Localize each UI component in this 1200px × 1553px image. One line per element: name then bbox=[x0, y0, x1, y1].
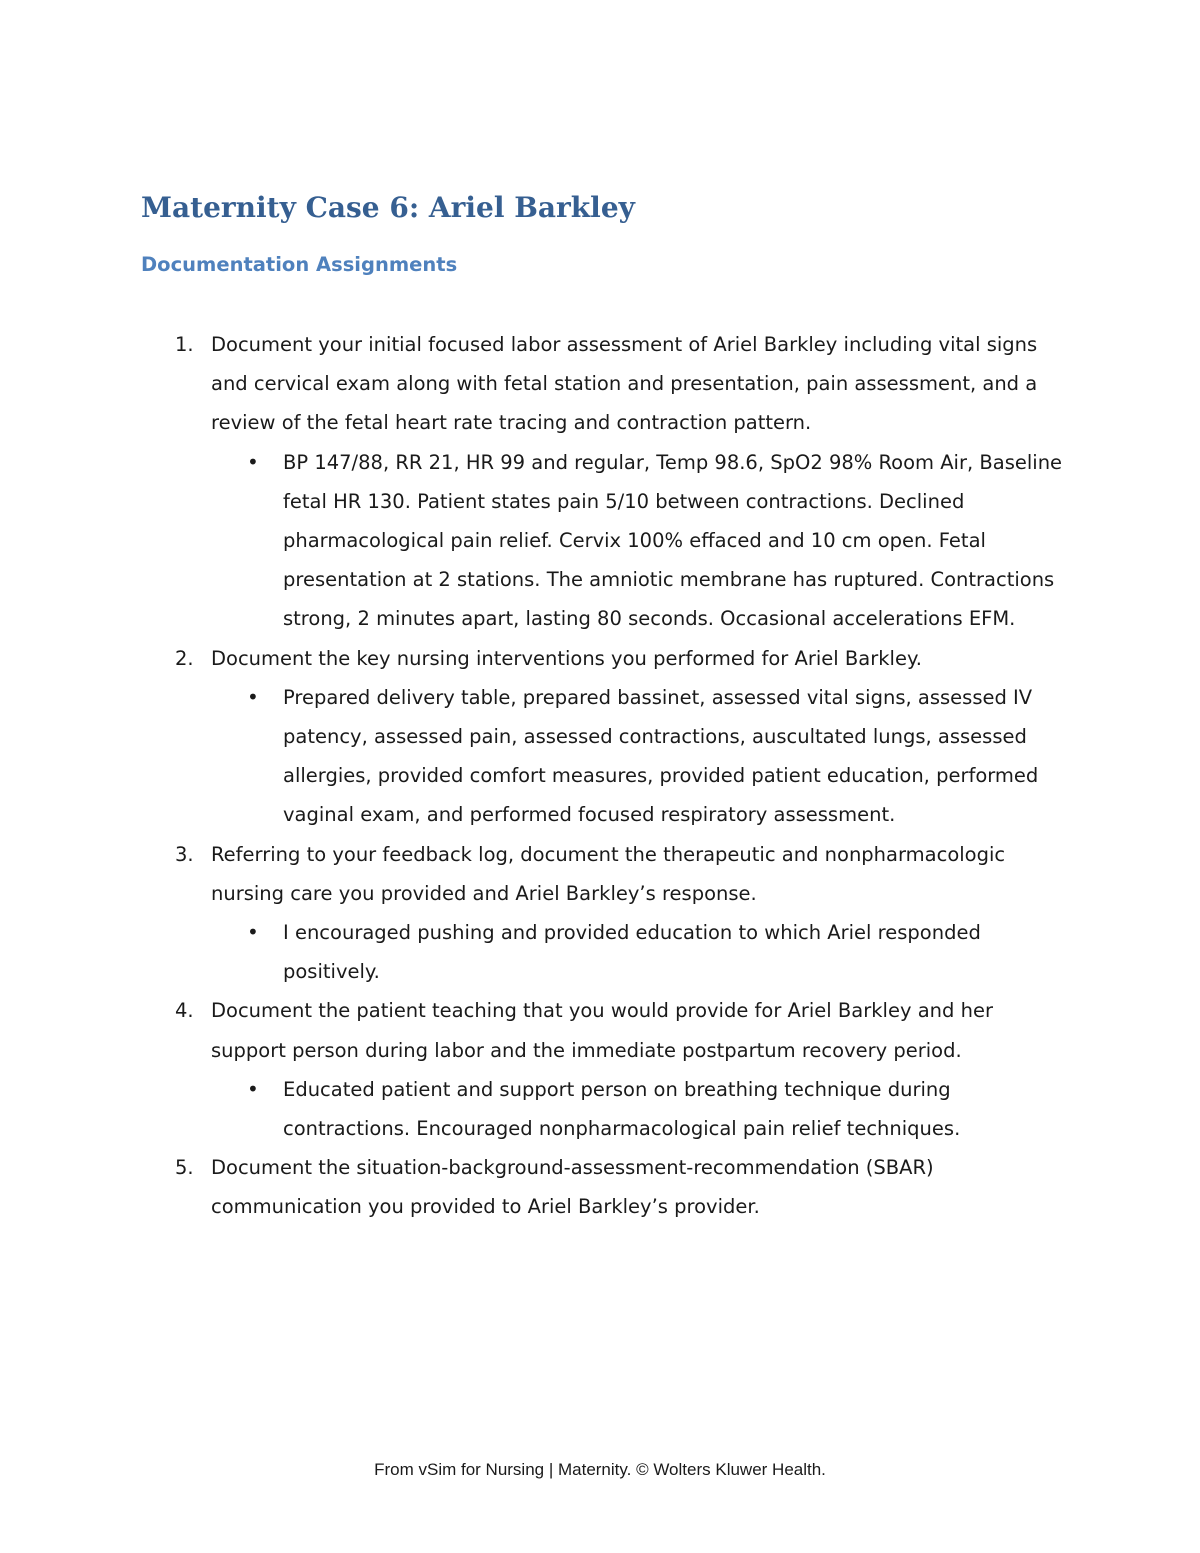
item-number: 2. bbox=[175, 646, 194, 670]
response-item bbox=[247, 913, 1083, 991]
assignment-list bbox=[0, 325, 1200, 1227]
assignment-item-2 bbox=[0, 639, 1071, 835]
page-footer: From vSim for Nursing | Maternity. © Wolters Kluwer Health. bbox=[374, 1460, 826, 1479]
assignment-item-5 bbox=[0, 1148, 1071, 1226]
item-number: 1. bbox=[175, 333, 194, 356]
response-text: Educated patient and support person on breathing technique during contractions. Encouraged nonpharmacological pain relief techniques. bbox=[283, 1077, 961, 1141]
item-prompt: Document the situation-background-assessment-recommendation (SBAR) communication you provided to Ariel Barkley’s provider. bbox=[211, 1156, 934, 1219]
bullet-icon: • bbox=[247, 449, 259, 474]
response-list bbox=[211, 443, 1071, 639]
response-item bbox=[247, 678, 1083, 835]
response-item bbox=[247, 1070, 1083, 1148]
item-prompt: Document your initial focused labor assessment of Ariel Barkley including vital signs and cervical exam along with fetal station and presentation, pain assessment, and a review of the fetal heart rate tracing and contraction pattern. bbox=[211, 333, 1038, 435]
response-item bbox=[247, 443, 1083, 639]
response-text: I encouraged pushing and provided education to which Ariel responded positively. bbox=[283, 921, 981, 984]
bullet-icon: • bbox=[247, 684, 259, 709]
response-list bbox=[211, 913, 1071, 991]
item-prompt: Document the patient teaching that you would provide for Ariel Barkley and her support person during labor and the immediate postpartum recovery period. bbox=[211, 999, 993, 1062]
bullet-icon: • bbox=[247, 1076, 259, 1101]
section-subtitle: Documentation Assignments bbox=[141, 253, 458, 276]
assignment-item-4 bbox=[0, 991, 1071, 1148]
item-prompt: Document the key nursing interventions you performed for Ariel Barkley. bbox=[211, 646, 922, 670]
item-number: 4. bbox=[175, 999, 194, 1023]
assignment-item-1 bbox=[0, 325, 1071, 639]
response-text: Prepared delivery table, prepared bassinet, assessed vital signs, assessed IV patency, assessed pain, assessed contractions, auscultated lungs, assessed allergies, provided comfort measures, provided patient education, performed vaginal exam, and performed focused respiratory assessment. bbox=[283, 685, 1039, 827]
response-text: BP 147/88, RR 21, HR 99 and regular, Temp 98.6, SpO2 98% Room Air, Baseline fetal HR 130. Patient states pain 5/10 between contractions. Declined pharmacological pain relief. Cervix 100% effaced and 10 cm open. Fetal presentation at 2 stations. The amniotic membrane has ruptured. Contractions strong, 2 minutes apart, lasting 80 seconds. Occasional accelerations EFM. bbox=[283, 450, 1063, 631]
item-prompt: Referring to your feedback log, document the therapeutic and nonpharmacologic nursing care you provided and Ariel Barkley’s response. bbox=[211, 842, 1006, 905]
page-title: Maternity Case 6: Ariel Barkley bbox=[141, 191, 635, 224]
bullet-icon: • bbox=[247, 920, 259, 945]
item-number: 3. bbox=[175, 842, 194, 866]
response-list bbox=[211, 1070, 1071, 1148]
response-list bbox=[211, 678, 1071, 835]
item-number: 5. bbox=[175, 1156, 194, 1180]
assignment-item-3 bbox=[0, 835, 1071, 992]
